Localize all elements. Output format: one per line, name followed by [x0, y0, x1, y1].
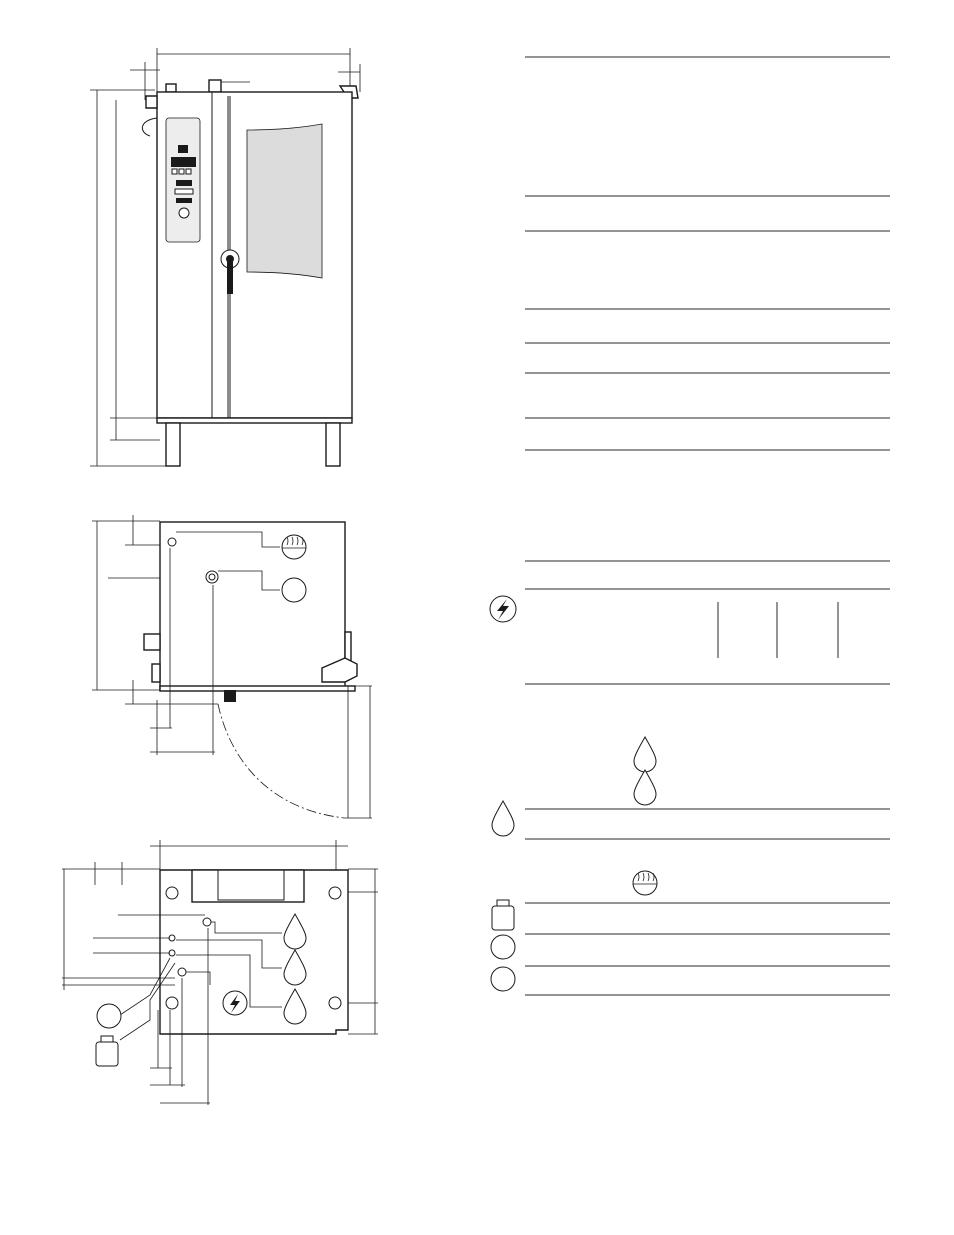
gas-bottle-icon [96, 1036, 118, 1066]
water-drop-icon [492, 801, 514, 836]
water-drop-icon [634, 770, 656, 805]
top-plan [62, 840, 378, 1105]
gas-bottle-icon [492, 900, 514, 930]
circle-icon [491, 935, 515, 959]
water-drop-icon [634, 737, 656, 772]
circle-icon [282, 578, 306, 602]
circle-icon [491, 967, 515, 991]
steam-vent-icon [633, 871, 657, 895]
steam-vent-icon [282, 535, 306, 559]
lightning-icon [223, 991, 247, 1015]
lightning-icon [490, 596, 516, 622]
spec-table [490, 57, 890, 995]
front-elevation [90, 48, 360, 466]
circle-icon [97, 1004, 121, 1028]
side-elevation [92, 515, 372, 818]
